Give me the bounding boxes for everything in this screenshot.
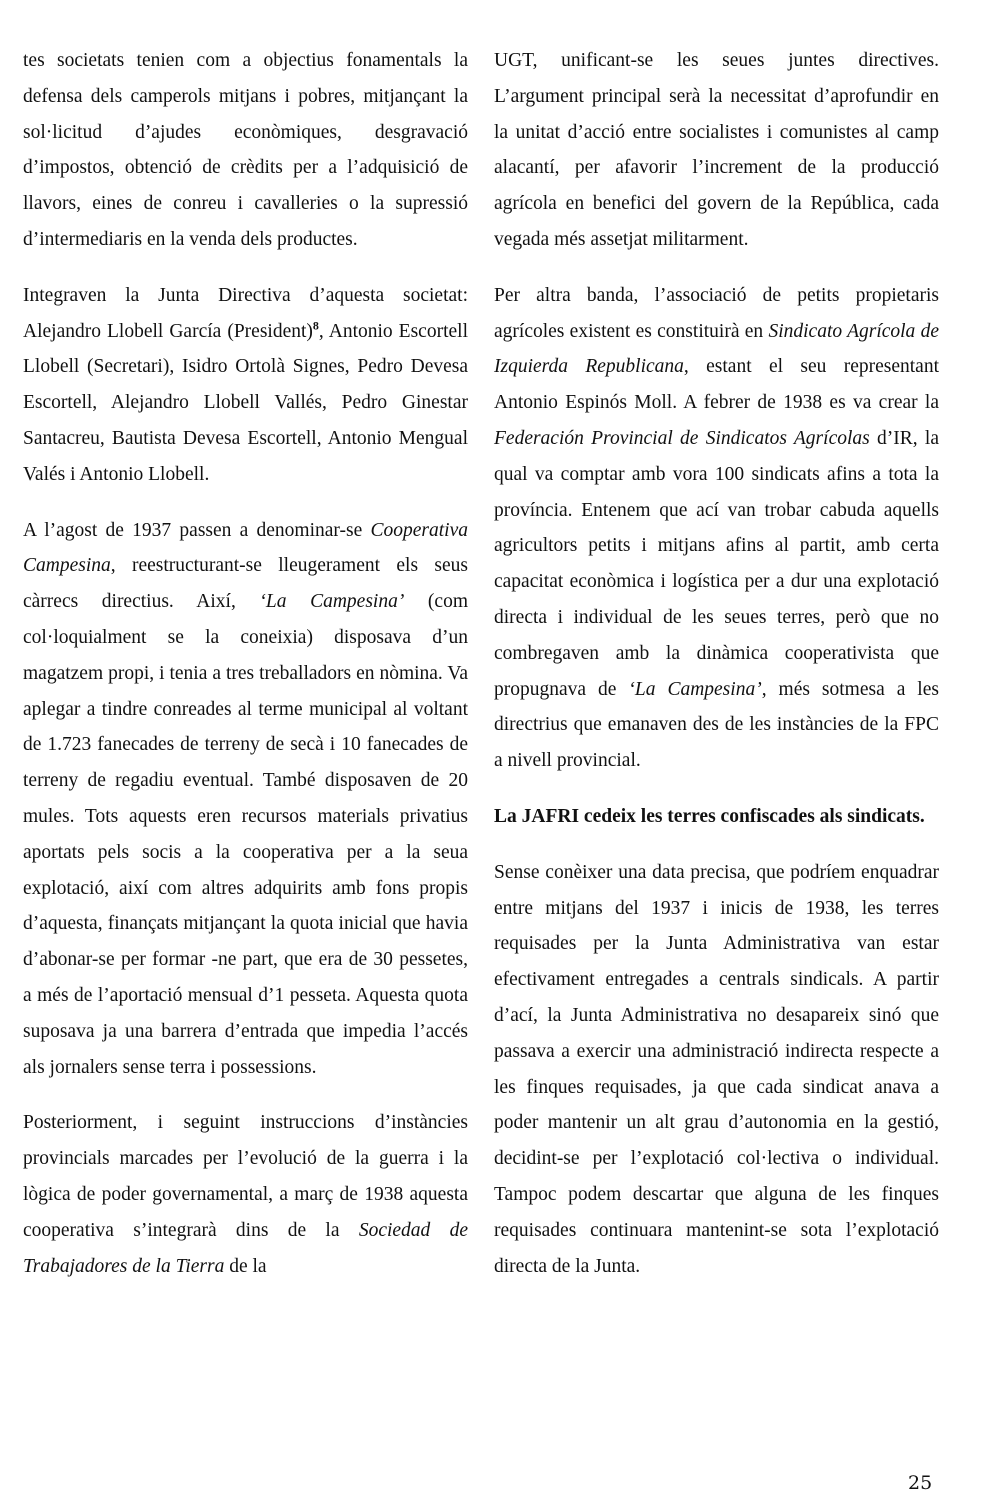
paragraph-text: Sense conèixer una data precisa, que podríem enquadrar entre mitjans del 1937 i inicis de 1938, les terres requisades per la Junta Administrativa van estar efectivament entregades a centrals sindicals. A partir d’ací, la Junta Administrativa no desapareix sinó que passava a exercir una administració indirecta respecte a les finques requisades, ja que cada sindicat anava a poder mantenir un alt grau d’autonomia en la gestió, decidint-se per l’explotació col·lectiva o individual. Tampoc podem descartar que alguna de les finques requisades continuara mantenint-se sota l’explotació directa de la Junta. — [494, 861, 939, 1277]
paragraph-text: , estant el seu representant Antonio Espinós Moll. A febrer de 1938 es va crear la — [494, 356, 939, 414]
paragraph-societat-objectius — [23, 43, 468, 258]
italic-term: Sociedad de Trabajadores de la Tierra — [23, 1219, 468, 1277]
paragraph-text: A l’agost de 1937 passen a denominar-se — [23, 519, 371, 541]
paragraph-terres-requisades — [494, 855, 939, 1285]
italic-term: ‘La Campesina’ — [628, 678, 762, 700]
italic-term: Federación Provincial de Sindicatos Agrícolas — [494, 427, 870, 449]
page-number: 25 — [908, 1472, 933, 1494]
paragraph-ugt-unificacio — [494, 43, 939, 258]
paragraph-text: (com col·loquialment se la coneixia) disposava d’un magatzem propi, i tenia a tres treballadors en nòmina. Va aplegar a tindre conreades al terme municipal al voltant de 1.723 fanecades de terreny de secà i 10 fanecades de terreny de regadiu eventual. També disposaven de 20 mules. Tots aquests eren recursos materials privatius aportats pels socis a la cooperativa per a la seua explotació, així com altres adquirits amb fons propis d’aquesta, finançats mitjançant la quota inicial que havia d’abonar-se per formar -ne part, que era de 30 pessetes, a més de l’aportació mensual d’1 pesseta. Aquesta quota suposava ja una barrera d’entrada que impedia l’accés als jornalers sense terra i possessions. — [23, 591, 468, 1078]
paragraph-posteriorment — [23, 1105, 468, 1284]
paragraph-text: , reestructurant-se lleugerament els seus càrrecs directius. Així, — [23, 555, 468, 613]
italic-term: Sindicato Agrícola de Izquierda Republicana — [494, 320, 940, 378]
paragraph-text: Posteriorment, i seguint instruccions d’instàncies provincials marcades per l’evolució de la guerra i la lògica de poder governamental, a març de 1938 aquesta cooperativa s’integrarà dins de la — [23, 1112, 468, 1241]
section-heading: La JAFRI cedeix les terres confiscades als sindicats. — [494, 805, 925, 827]
paragraph-text: Integraven la Junta Directiva d’aquesta societat: Alejandro Llobell García (President) — [23, 284, 468, 342]
italic-term: Cooperativa Campesina — [23, 519, 468, 577]
footnote-reference-8[interactable]: 8 — [312, 318, 319, 333]
paragraph-text: , Antonio Escortell Llobell (Secretari), Isidro Ortolà Signes, Pedro Devesa Escortell, Alejandro Llobell Vallés, Pedro Ginestar Santacreu, Bautista Devesa Escortell, Antonio Mengual Valés i Antonio Llobell. — [23, 320, 468, 485]
paragraph-text: Per altra banda, l’associació de petits propietaris agrícoles existent es constituirà en — [494, 284, 939, 342]
paragraph-cooperativa-campesina — [23, 513, 468, 1086]
paragraph-text: UGT, unificant-se les seues juntes directives. L’argument principal serà la necessitat d’aprofundir en la unitat d’acció entre socialistes i comunistes al camp alacantí, per afavorir l’increment de la producció agrícola en benefici del govern de la República, cada vegada més assetjat militarment. — [494, 50, 939, 250]
paragraph-petits-propietaris — [494, 278, 939, 779]
paragraph-text: , més sotmesa a les directrius que emanaven des de les instàncies de la FPC a nivell provincial. — [494, 678, 939, 772]
paragraph-text: de la — [224, 1255, 267, 1277]
right-column — [494, 43, 939, 1304]
paragraph-text: tes societats tenien com a objectius fonamentals la defensa dels camperols mitjans i pobres, mitjançant la sol·licitud d’ajudes econòmiques, desgravació d’impostos, obtenció de crèdits per a l’adquisició de llavors, eines de conreu i cavalleries o la supressió d’intermediaris en la venda dels productes. — [23, 50, 468, 250]
paragraph-junta-directiva — [23, 278, 468, 493]
paragraph-text: d’IR, la qual va comptar amb vora 100 sindicats afins a tota la província. Entenem que ací van trobar cabuda aquells agricultors petits i mitjans afins al partit, amb certa capacitat econòmica i logística per a dur una explotació directa i individual de les seues terres, però que no combregaven amb la dinàmica cooperativista que propugnava de — [494, 427, 939, 700]
italic-term: ‘La Campesina’ — [259, 591, 405, 613]
left-column — [23, 43, 468, 1304]
